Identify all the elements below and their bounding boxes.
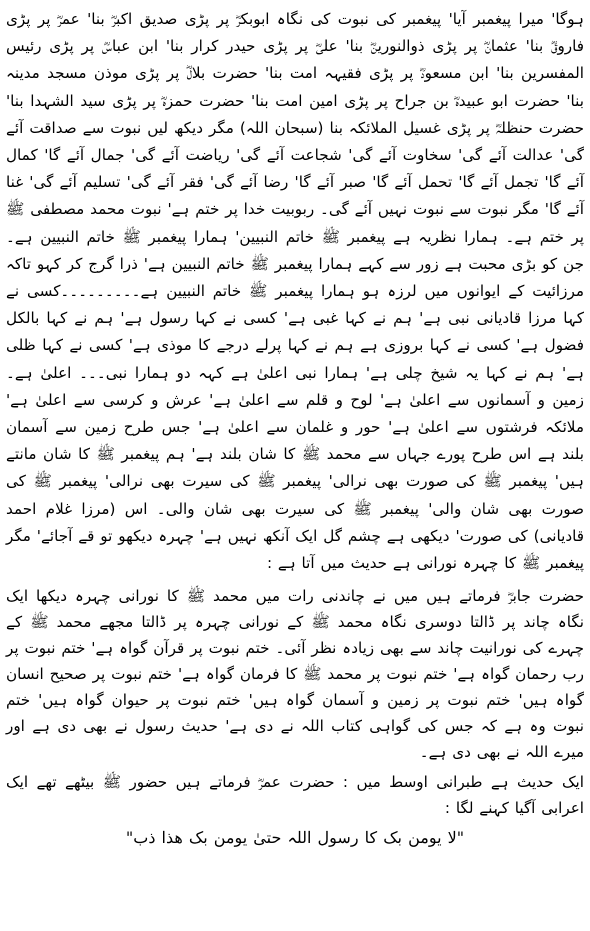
paragraph-hadith-jabir: حضرت جابرؓ فرماتے ہیں میں نے چاندنی رات میں محمد ﷺ کا نورانی چہرہ دیکھا ایک نگاہ چاند پر ڈالتا دوسری نگاہ محمد ﷺ کے نورانی چہرہ پر ڈالتا مجھے محمد ﷺ کے چہرے کی نورانیت چاند سے بھی زیادہ نظر آئی۔ ختم نبوت پر قرآن گواہ ہے' ختم نبوت پر رب رحمان گواہ ہے' ختم نبوت پر محمد ﷺ کا فرمان گواہ ہے' ختم نبوت پر صحیح انسان گواہ ہیں' ختم نبوت پر زمین و آسمان گواہ ہیں' ختم نبوت پر حیوان گواہ ہیں' ختم نبوت وہ ہے کہ جس کی گواہی کتاب اللہ نے دی ہے' حدیث رسول نے بھی دی ہے اور میرے اللہ نے بھی دی ہے۔	[6, 587, 584, 762]
body-paragraph-khatm-nabuwat: ہوگا' میرا پیغمبر آیا' پیغمبر کی نبوت کی نگاہ ابوبکرؓ پر پڑی صدیق اکبرؓ بنا' عمرؓ پر پڑی فاروقؓ بنا' عثمانؓ پر پڑی ذوالنورینؓ بنا' علیؓ پر پڑی حیدر کرار بنا' ابن عباسؓ پر پڑی رئیس المفسرین بنا' ابن مسعودؓ پر پڑی فقیہہ امت بنا' حضرت بلالؓ پر پڑی موذن مسجد مدینہ بنا' حضرت ابو عبیدہؓ بن جراح پر پڑی امین امت بنا' حضرت حمزہؓ پر پڑی سید الشہدا بنا' حضرت حنظلہؓ پر پڑی غسیل الملائکہ بنا (سبحان اللہ) مگر دیکھ لیں نبوت سے صداقت آئے گی' عدالت آئے گی' سخاوت آئے گی' شجاعت آئے گی' ریاضت آئے گی' جمال آئے گا' کمال آئے گا' تجمل آئے گا' تحمل آئے گا' صبر آئے گا' رضا آئے گی' فقر آئے گی' تسلیم آئے گی' غنا آئے گا' مگر نبوت سے نبوت نہیں آئے گی۔ ربوبیت خدا پر ختم ہے' نبوت محمد مصطفی ﷺ پر ختم ہے۔ ہمارا نظریہ ہے پیغمبر ﷺ خاتم النبیین' ہمارا پیغمبر ﷺ خاتم النبیین ہے۔ جن کو بڑی محبت ہے زور سے کہے ہمارا پیغمبر ﷺ خاتم النبیین ہے' ذرا گرج کر کہو تاکہ مرزائیت کے ایوانوں میں لرزہ ہو ہمارا پیغمبر ﷺ خاتم النبیین ہے۔۔۔۔۔۔۔۔۔کسی نے کہا مرزا قادیانی نبی ہے' ہم نے کہا غبی ہے' کسی نے کہا رسول ہے' ہم نے کہا بالکل فضول ہے' کسی نے کہا بروزی ہے ہم نے کہا پرلے درجے کا موذی ہے' کسی نے کہا ظلی ہے' ہم نے کہا یہ شیخ چلی ہے' ہمارا نبی اعلیٰ ہے کہہ دو ہمارا نبی۔۔۔ اعلیٰ ہے۔ زمین و آسمانوں سے اعلیٰ ہے' لوح و قلم سے اعلیٰ ہے' عرش و کرسی سے اعلیٰ ہے' ملائکہ فرشتوں سے اعلیٰ ہے' حور و غلمان سے اعلیٰ ہے' جس طرح زمین سے آسمان بلند ہے اس طرح پورے جہاں سے محمد ﷺ کا شان بلند ہے' ہم پیغمبر ﷺ کا شان مانتے ہیں' پیغمبر ﷺ کی صورت بھی نرالی' پیغمبر ﷺ کی سیرت بھی نرالی' پیغمبر ﷺ کی صورت بھی شان والی' پیغمبر ﷺ کی سیرت بھی شان والی۔ اس (مرزا غلام احمد قادیانی) کی صورت' دیکھی ہے چشم گل ایک آنکھ نہیں ہے' چہرہ دیکھو تو قے آجائے' مگر پیغمبر ﷺ کا چہرہ نورانی ہے حدیث میں آتا ہے :	[6, 10, 584, 573]
arabic-hadith-quote: "لا یومن بک کا رسول اللہ حتیٰ یومن بک ھذا ذب"	[125, 828, 465, 848]
paragraph-hadith-tabarani-intro: ایک حدیث ہے طبرانی اوسط میں : حضرت عمرؓ فرماتے ہیں حضور ﷺ بیٹھے تھے ایک اعرابی آگیا کہنے لگا :	[6, 773, 584, 818]
